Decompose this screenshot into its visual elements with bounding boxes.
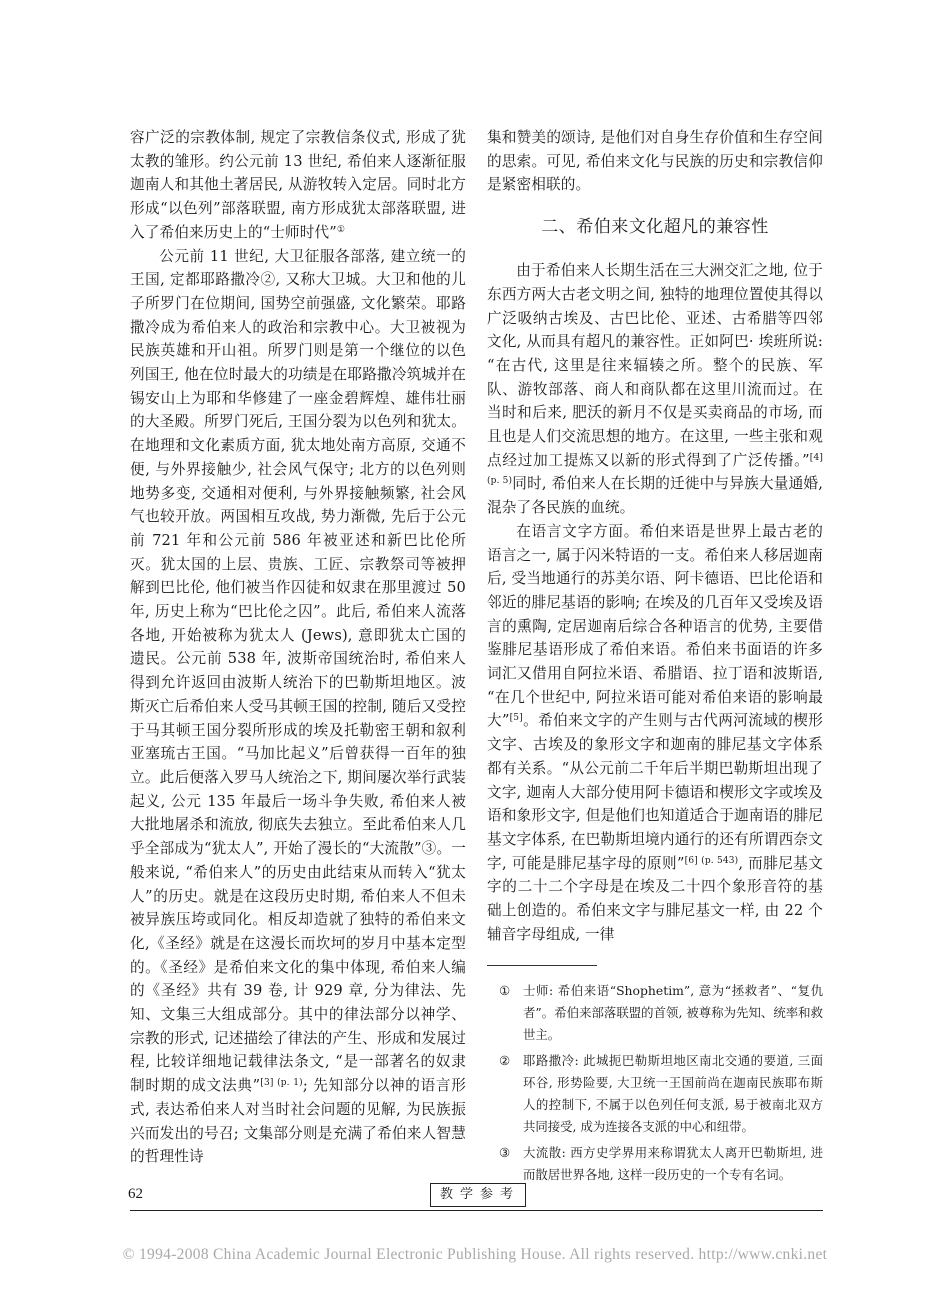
right-intro-paragraph: 集和赞美的颂诗, 是他们对自身生存价值和生存空间的思索。可见, 希伯来文化与民族的历史和宗教信仰是紧密相联的。 — [487, 129, 823, 194]
right-paragraph-2-text-c: , 而腓尼基文字的二十二个字母是在埃及二十四个象形音符的基础上创造的。希伯来文字与腓尼基文一样, 由 22 个辅音字母组成, 一律 — [487, 854, 823, 943]
footnotes-list — [487, 980, 823, 1186]
journal-name-box: 教学参考 — [430, 1183, 526, 1207]
left-paragraph-2 — [130, 245, 466, 1169]
copyright-notice: © 1994-2008 China Academic Journal Electronic Publishing House. All rights reserved. http://www.cnki.net — [122, 1246, 828, 1263]
section-heading: 二、希伯来文化超凡的兼容性 — [541, 217, 769, 238]
right-paragraph-2-text-b: 。希伯来文字的产生则与古代两河流域的楔形文字、古埃及的象形文字和迦南的腓尼基文字体系都有关系。“从公元前二千年后半期巴勒斯坦出现了文字, 迦南人大部分使用阿卡德语和楔形文字或埃及语和象形文字, 但是他们也知道适合于迦南语的腓尼基文字体系, 在巴勒斯坦境内通行的还有所谓西奈文字, 可能是腓尼基字母的原则” — [487, 712, 823, 872]
footer-rule — [130, 1210, 823, 1211]
footnote-3 — [487, 1142, 823, 1186]
footnote-1-text: 士师: 希伯来语“Shophetim”, 意为“拯救者”、“复仇者”。希伯来部落联盟的首领, 被尊称为先知、统率和救世主。 — [523, 982, 823, 1042]
page-number: 62 — [128, 1186, 143, 1202]
right-column — [487, 126, 823, 1190]
footnote-2-mark: ② — [499, 1052, 511, 1068]
footnote-3-text: 大流散: 西方史学界用来称谓犹太人离开巴勒斯坦, 进而散居世界各地, 这样一段历史的一个专有名词。 — [523, 1144, 823, 1182]
footnote-divider — [487, 965, 597, 966]
footnote-ref-1[interactable]: ① — [336, 224, 346, 235]
footnote-3-mark: ③ — [499, 1144, 511, 1160]
left-paragraph-2-tail: ; 先知部分以神的语言形式, 表达希伯来人对当时社会问题的见解, 为民族振兴而发出的号召; 文集部分则是充满了希伯来人智慧的哲理性诗 — [130, 1077, 467, 1166]
left-paragraph-1 — [130, 126, 466, 245]
right-paragraph-1-text-a: 由于希伯来人长期生活在三大洲交汇之地, 位于东西方两大古老文明之间, 独特的地理位置使其得以广泛吸纳古埃及、古巴比伦、亚述、古希腊等四邻文化, 从而具有超凡的兼容性。正如阿巴· 埃班所说: “在古代, 这里是往来辐辏之所。整个的民族、军队、游牧部落、商人和商队都在这里川流而过。在当时和后来, 肥沃的新月不仅是买卖商品的市场, 而且也是人们交流思想的地方。在这里, 一些主张和观点经过加工提炼又以新的形式得到了广泛传播。” — [487, 262, 823, 469]
citation-ref-3[interactable]: [3] (p. 1) — [260, 1078, 303, 1089]
citation-ref-6[interactable]: [6] (p. 543) — [684, 855, 739, 866]
footnote-1-mark: ① — [499, 982, 511, 998]
citation-ref-5[interactable]: [5] — [509, 713, 523, 724]
footnote-2-text: 耶路撒冷: 此城扼巴勒斯坦地区南北交通的要道, 三面环谷, 形势险要, 大卫统一王国前尚在迦南民族耶布斯人的控制下, 不属于以色列任何支派, 易于被南北双方共同接受, 成为连接各支派的中心和纽带。 — [523, 1052, 823, 1134]
right-paragraph-1 — [487, 259, 823, 520]
footnote-2 — [487, 1050, 823, 1138]
footnote-1 — [487, 980, 823, 1046]
left-paragraph-1-text: 容广泛的宗教体制, 规定了宗教信条仪式, 形成了犹太教的雏形。约公元前 13 世纪, 希伯来人逐渐征服迦南人和其他土著居民, 从游牧转入定居。同时北方形成“以色列”部落联盟, 南方形成犹太部落联盟, 进入了希伯来历史上的“士师时代” — [130, 129, 466, 241]
right-paragraph-2 — [487, 520, 823, 947]
left-column — [130, 126, 466, 1169]
right-paragraph-2-text-a: 在语言文字方面。希伯来语是世界上最古老的语言之一, 属于闪米特语的一支。希伯来人移居迦南后, 受当地通行的苏美尔语、阿卡德语、巴比伦语和邻近的腓尼基语的影响; 在埃及的几百年又受埃及语言的熏陶, 定居迦南后综合各种语言的优势, 主要借鉴腓尼基语形成了希伯来语。希伯来书面语的许多词汇又借用自阿拉米语、希腊语、拉丁语和波斯语, “在几个世纪中, 阿拉米语可能对希伯来语的影响最大” — [487, 522, 823, 730]
left-paragraph-2-text: 公元前 11 世纪, 大卫征服各部落, 建立统一的王国, 定都耶路撒冷②, 又称大卫城。大卫和他的儿子所罗门在位期间, 国势空前强盛, 文化繁荣。耶路撒冷成为希伯来人的政治和宗教中心。大卫被视为民族英雄和开山祖。所罗门则是第一个继位的以色列国王, 他在位时最大的功绩是在耶路撒冷筑城并在锡安山上为耶和华修建了一座金碧辉煌、雄伟壮丽的大圣殿。所罗门死后, 王国分裂为以色列和犹太。在地理和文化素质方面, 犹太地处南方高原, 交通不便, 与外界接触少, 社会风气保守; 北方的以色列则地势多变, 交通相对便利, 与外界接触频繁, 社会风气也较开放。两国相互攻战, 势力渐微, 先后于公元前 721 年和公元前 586 年被亚述和新巴比伦所灭。犹太国的上层、贵族、工匠、宗教祭司等被押解到巴比伦, 他们被当作囚徒和奴隶在那里渡过 50 年, 历史上称为“巴比伦之囚”。此后, 希伯来人流落各地, 开始被称为犹太人 (Jews), 意即犹太亡国的遗民。公元前 538 年, 波斯帝国统治时, 希伯来人得到允许返回由波斯人统治下的巴勒斯坦地区。波斯灭亡后希伯来人受马其顿王国的控制, 随后又受控于马其顿王国分裂所形成的埃及托勒密王朝和叙利亚塞琉古王国。“马加比起义”后曾获得一百年的独立。此后便落入罗马人统治之下, 期间屡次举行武装起义, 公元 135 年最后一场斗争失败, 希伯来人被大批地屠杀和流放, 彻底失去独立。至此希伯来人几乎全部成为“犹太人”, 开始了漫长的“大流散”③。一般来说, “希伯来人”的历史由此结束从而转入“犹太人”的历史。就是在这段历史时期, 希伯来人不但未被异族压垮或同化。相反却造就了独特的希伯来文化,《圣经》就是在这漫长而坎坷的岁月中基本定型的。《圣经》是希伯来文化的集中体现, 希伯来人编的《圣经》共有 39 卷, 计 929 章, 分为律法、先知、文集三大组成部分。其中的律法部分以神学、宗教的形式, 记述描绘了律法的产生、形成和发展过程, 比较详细地记载律法条文, “是一部著名的奴隶制时期的成文法典” — [130, 247, 466, 1095]
right-paragraph-1-text-b: 同时, 希伯来人在长期的迁徙中与异族大量通婚, 混杂了各民族的血统。 — [487, 475, 823, 517]
citation-ref-4[interactable]: [4] (p. 5) — [487, 452, 823, 487]
